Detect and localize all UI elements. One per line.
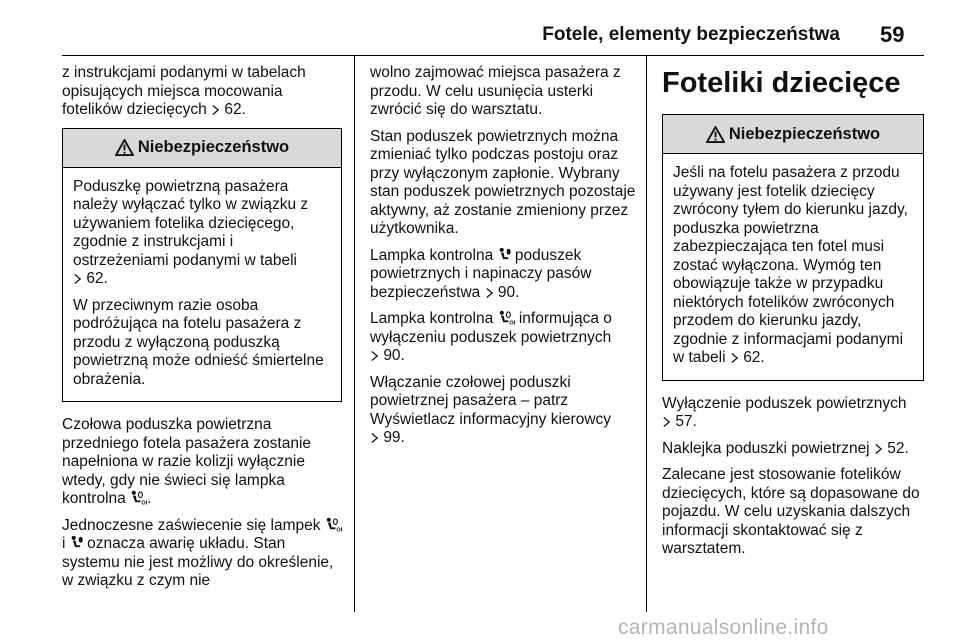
paragraph: Stan poduszek powietrznych można zmieniać tylko podczas postoju oraz przy wyłączonym zapłonie. Wybrany stan poduszek powietrznych pozostaje aktywny, aż zostanie zmieniony przez użytkownika. — [370, 127, 636, 237]
arrow-ref-icon — [370, 350, 379, 362]
warning-paragraph: Poduszkę powietrzną pasażera należy wyłączać tylko w związku z używaniem fotelika dziecięcego, zgodnie z instrukcjami i ostrzeżeniami podanymi w tabeli 62. — [73, 177, 309, 287]
section-title: Foteliki dziecięce — [662, 67, 901, 99]
paragraph: Włączanie czołowej poduszki powietrznej pasażera – patrz Wyświetlacz informacyjny kierowcy 99. — [370, 373, 612, 446]
warning-header — [63, 129, 341, 168]
paragraph: Lampka kontrolna informująca o wyłączeniu poduszek powietrznych 90. — [370, 310, 612, 364]
warning-paragraph: W przeciwnym razie osoba podróżująca na fotelu pasażera z przodu z wyłączoną poduszką powietrzną może odnieść śmiertelne obrażenia. — [73, 296, 324, 388]
airbag-icon — [70, 535, 83, 550]
column-3 — [662, 62, 924, 567]
arrow-ref-icon — [485, 287, 494, 299]
arrow-ref-icon — [662, 416, 671, 428]
airbag-off-icon — [498, 310, 515, 325]
warning-box — [62, 128, 342, 403]
paragraph: Wyłączenie poduszek powietrznych 57. — [662, 394, 907, 430]
column-divider-left — [354, 56, 355, 612]
watermark-logo: carmanualsonline.info — [618, 616, 829, 639]
airbag-off-icon — [325, 517, 342, 532]
warning-box — [662, 114, 924, 381]
header-divider — [62, 55, 924, 56]
page-header-title: Fotele, elementy bezpieczeństwa — [542, 24, 840, 45]
paragraph: Czołowa poduszka powietrzna przedniego fotela pasażera zostanie napełniona w razie kolizji wyłącznie wtedy, gdy nie świeci się lampka kontrolna . — [62, 416, 312, 507]
warning-header — [663, 115, 923, 154]
warning-body — [663, 154, 923, 380]
arrow-ref-icon — [73, 273, 82, 285]
arrow-ref-icon — [370, 432, 379, 444]
column-2 — [370, 64, 636, 456]
warning-label: Niebezpieczeństwo — [728, 124, 881, 143]
warning-body — [63, 168, 341, 402]
paragraph: Lampka kontrolna poduszek powietrznych i napinaczy pasów bezpieczeństwa 90. — [370, 246, 592, 301]
page-number: 59 — [880, 22, 905, 47]
paragraph: Naklejka poduszki powietrznej 52. — [662, 439, 909, 457]
column-divider-right — [646, 56, 647, 612]
arrow-ref-icon — [874, 443, 883, 455]
paragraph: Zalecane jest stosowanie fotelików dziecięcych, które są dopasowane do pojazdu. W celu uzyskania dalszych informacji skontaktować się z warsztatem. — [662, 466, 920, 557]
arrow-ref-icon — [730, 352, 739, 364]
airbag-icon — [498, 247, 511, 262]
paragraph: z instrukcjami podanymi w tabelach opisujących miejsca mocowania fotelików dziecięcych 62. — [62, 64, 306, 118]
warning-triangle-icon — [115, 139, 134, 156]
paragraph: wolno zajmować miejsca pasażera z przodu. W celu usunięcia usterki zwrócić się do warsztatu. — [370, 64, 621, 118]
warning-label: Niebezpieczeństwo — [137, 138, 290, 157]
paragraph: Jednoczesne zaświecenie się lampek i oznacza awarię układu. Stan systemu nie jest możliwy do określenie, w związku z czym nie — [62, 517, 342, 591]
arrow-ref-icon — [211, 104, 220, 116]
column-1 — [62, 64, 342, 599]
warning-triangle-icon — [706, 126, 725, 143]
warning-paragraph: Jeśli na fotelu pasażera z przodu używany jest fotelik dziecięcy zwrócony tyłem do kierunku jazdy, poduszka powietrzna zabezpieczająca ten fotel musi zostać wyłączona. Wymóg ten obowiązuje także w przypadku niektórych fotelików zwróconych przodem do kierunku jazdy, zgodnie z informacjami podanymi w tabeli 62. — [673, 164, 908, 366]
airbag-off-icon — [130, 490, 147, 505]
